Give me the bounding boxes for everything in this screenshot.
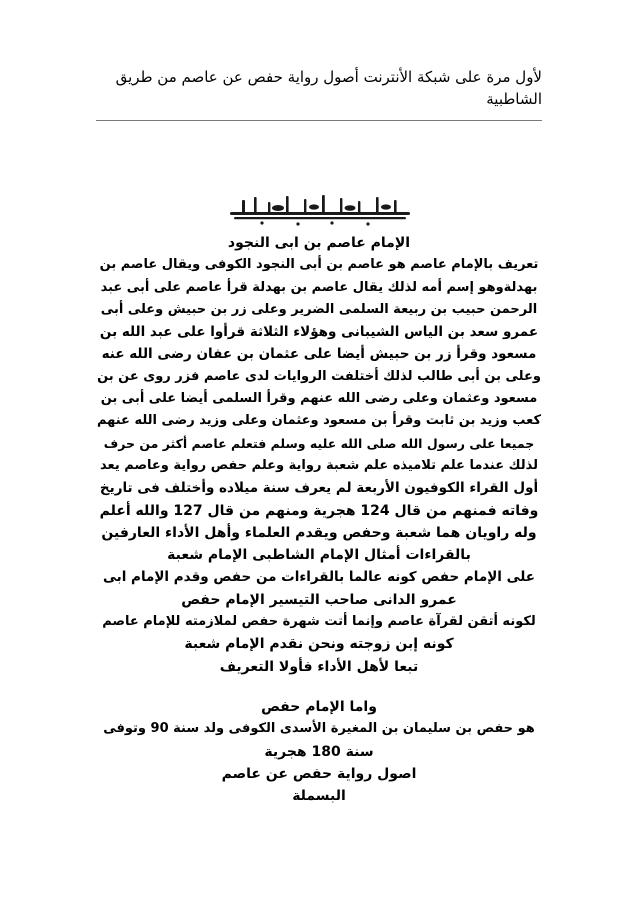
text-line: كونه إبن زوجته ونحن نقدم الإمام شعبة <box>184 636 454 653</box>
header-divider <box>96 120 542 121</box>
text-line: اصول رواية حفص عن عاصم <box>221 765 417 782</box>
header-title-line-2: الشاطبية <box>486 90 542 108</box>
text-line: لكونه أتقن لقرآة عاصم وإنما أتت شهرة حفص لملازمته للإمام عاصم <box>102 614 536 630</box>
text-line: مسعود وقرأ زر بن حبيش أيضا على عثمان بن عفان رضى الله عنه <box>101 346 537 363</box>
text-line: عمرو سعد بن الياس الشيبانى وهؤلاء الثلاثة قرأوا على عبد الله بن <box>99 324 539 341</box>
document-header <box>96 66 542 110</box>
text-line: على الإمام حفص كونه عالما بالقراءات من حفص وقدم الإمام ابى <box>103 569 535 586</box>
text-line: وعلى بن أبى طالب لذلك أختلفت الروايات لدى عاصم فزر روى عن بن <box>97 368 541 384</box>
section-heading-asim: الإمام عاصم بن ابى النجود <box>227 235 411 251</box>
text-line: عمرو الدانى صاحب التيسير الإمام حفص <box>181 591 457 608</box>
text-line: تبعا لأهل الأداء فأولا التعريف <box>219 658 419 675</box>
text-line: سنة 180 هجرية <box>264 743 374 760</box>
text-line: وفاته فمنهم من قال 124 هجرية ومنهم من قال 127 والله أعلم <box>99 502 539 519</box>
text-line: لذلك عندما علم تلاميذه علم شعبة رواية وعلم حفص رواية وعاصم يعد <box>100 457 538 473</box>
basmala-calligraphy-image <box>228 193 412 229</box>
text-line: بالقراءات أمثال الإمام الشاطبى الإمام شعبة <box>167 547 471 564</box>
text-line: أول القراء الكوفيون الأربعة لم يعرف سنة ميلاده وأختلف فى تاريخ <box>99 480 539 497</box>
section-heading-hafs: واما الإمام حفص <box>261 698 377 715</box>
document-body <box>96 232 542 807</box>
paragraph-spacer <box>96 678 542 696</box>
text-line: جميعا على رسول الله صلى الله عليه وسلم فتعلم عاصم أكثر من حرف <box>103 435 535 451</box>
text-line: تعريف بالإمام عاصم هو عاصم بن أبى النجود الكوفى ويقال عاصم بن <box>99 257 539 273</box>
text-line: الرحمن حبيب بن ربيعة السلمى الضرير وعلى زر بن حبيش وعلى أبى <box>100 301 538 317</box>
text-line: بهدلةوهو إسم أمه لذلك يقال عاصم بن بهدلة قرأ عاصم على أبى عبد <box>100 279 538 295</box>
text-line: كعب وزيد بن ثابت وقرأ بن مسعود وعثمان وعلى وزيد رضى الله عنهم <box>96 413 542 429</box>
text-line: البسملة <box>292 788 346 805</box>
text-line: هو حفص بن سليمان بن المغيرة الأسدى الكوفى ولد سنة 90 وتوفى <box>103 721 535 737</box>
header-title-line-1: لأول مرة على شبكة الأنترنت أصول رواية حفص عن عاصم من طريق <box>115 68 542 86</box>
text-line: وله راويان هما شعبة وحفص ويقدم العلماء وأهل الأداء العارفين <box>101 524 537 541</box>
text-line: مسعود وعثمان وعلى رضى الله عنهم وقرأ السلمى أيضا على أبى بن <box>100 391 538 407</box>
